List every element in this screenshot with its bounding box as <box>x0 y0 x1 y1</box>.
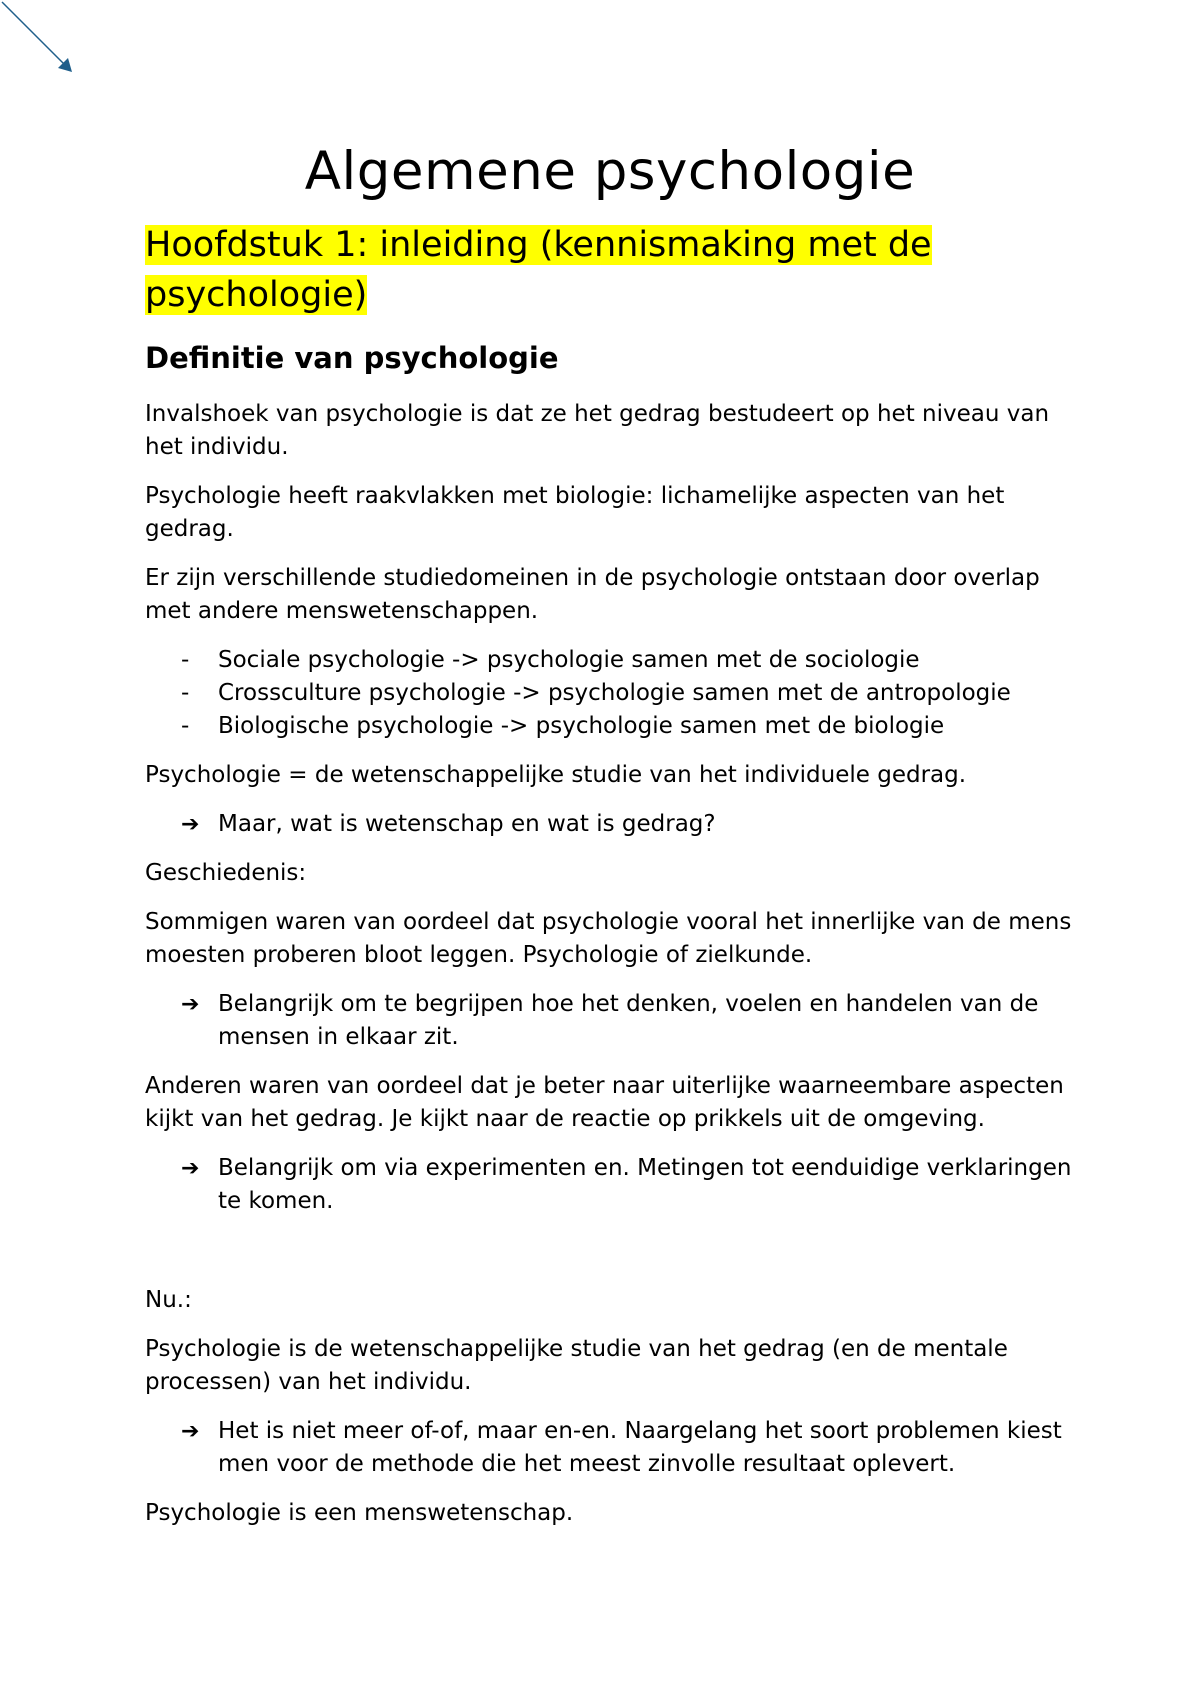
arrow-right-icon: ➔ <box>181 1419 200 1444</box>
list-item-text: Sociale psychologie -> psychologie samen met de sociologie <box>218 647 920 673</box>
arrow-list-item-text: Belangrijk om via experimenten en. Metingen tot eenduidige verklaringen te komen. <box>218 1155 1072 1214</box>
list-item <box>145 677 1075 710</box>
dash-list <box>145 644 1075 743</box>
arrow-right-icon: ➔ <box>181 992 200 1017</box>
chapter-heading <box>145 220 1075 320</box>
arrow-list-item <box>145 1415 1075 1481</box>
paragraph: Er zijn verschillende studiedomeinen in de psychologie ontstaan door overlap met andere menswetenschappen. <box>145 565 1040 624</box>
document-page <box>145 140 1075 1546</box>
paragraph: Anderen waren van oordeel dat je beter naar uiterlijke waarneembare aspecten kijkt van het gedrag. Je kijkt naar de reactie op prikkels uit de omgeving. <box>145 1073 1064 1132</box>
paragraph: Psychologie heeft raakvlakken met biologie: lichamelijke aspecten van het gedrag. <box>145 483 1005 542</box>
chapter-heading-line-2: psychologie) <box>145 275 368 315</box>
arrow-list-item-text: Maar, wat is wetenschap en wat is gedrag? <box>218 811 716 837</box>
list-item <box>145 644 1075 677</box>
paragraph: Geschiedenis: <box>145 860 307 886</box>
arrow-list-item <box>145 808 1075 841</box>
paragraph: Psychologie = de wetenschappelijke studie van het individuele gedrag. <box>145 762 967 788</box>
paragraph: Sommigen waren van oordeel dat psychologie vooral het innerlijke van de mens moesten proberen bloot leggen. Psychologie of zielkunde. <box>145 909 1072 968</box>
dash-bullet: - <box>181 680 190 706</box>
corner-arrow-icon <box>0 0 80 80</box>
arrow-list-item <box>145 1152 1075 1218</box>
dash-bullet: - <box>181 647 190 673</box>
document-title: Algemene psychologie <box>304 141 916 202</box>
arrow-list-item <box>145 988 1075 1054</box>
paragraph: Psychologie is een menswetenschap. <box>145 1500 574 1526</box>
arrow-right-icon: ➔ <box>181 1156 200 1181</box>
list-item <box>145 710 1075 743</box>
chapter-heading-line-1: Hoofdstuk 1: inleiding (kennismaking met de <box>145 225 932 265</box>
arrow-right-icon: ➔ <box>181 812 200 837</box>
paragraph: Nu.: <box>145 1287 192 1313</box>
dash-bullet: - <box>181 713 190 739</box>
paragraph: Psychologie is de wetenschappelijke studie van het gedrag (en de mentale processen) van het individu. <box>145 1336 1008 1395</box>
section-heading: Definitie van psychologie <box>145 341 559 375</box>
list-item-text: Biologische psychologie -> psychologie samen met de biologie <box>218 713 945 739</box>
arrow-list-item-text: Het is niet meer of-of, maar en-en. Naargelang het soort problemen kiest men voor de methode die het meest zinvolle resultaat oplevert. <box>218 1418 1062 1477</box>
list-item-text: Crossculture psychologie -> psychologie samen met de antropologie <box>218 680 1011 706</box>
arrow-list-item-text: Belangrijk om te begrijpen hoe het denken, voelen en handelen van de mensen in elkaar zit. <box>218 991 1039 1050</box>
blank-line <box>145 1234 1075 1284</box>
paragraph: Invalshoek van psychologie is dat ze het gedrag bestudeert op het niveau van het individu. <box>145 401 1050 460</box>
